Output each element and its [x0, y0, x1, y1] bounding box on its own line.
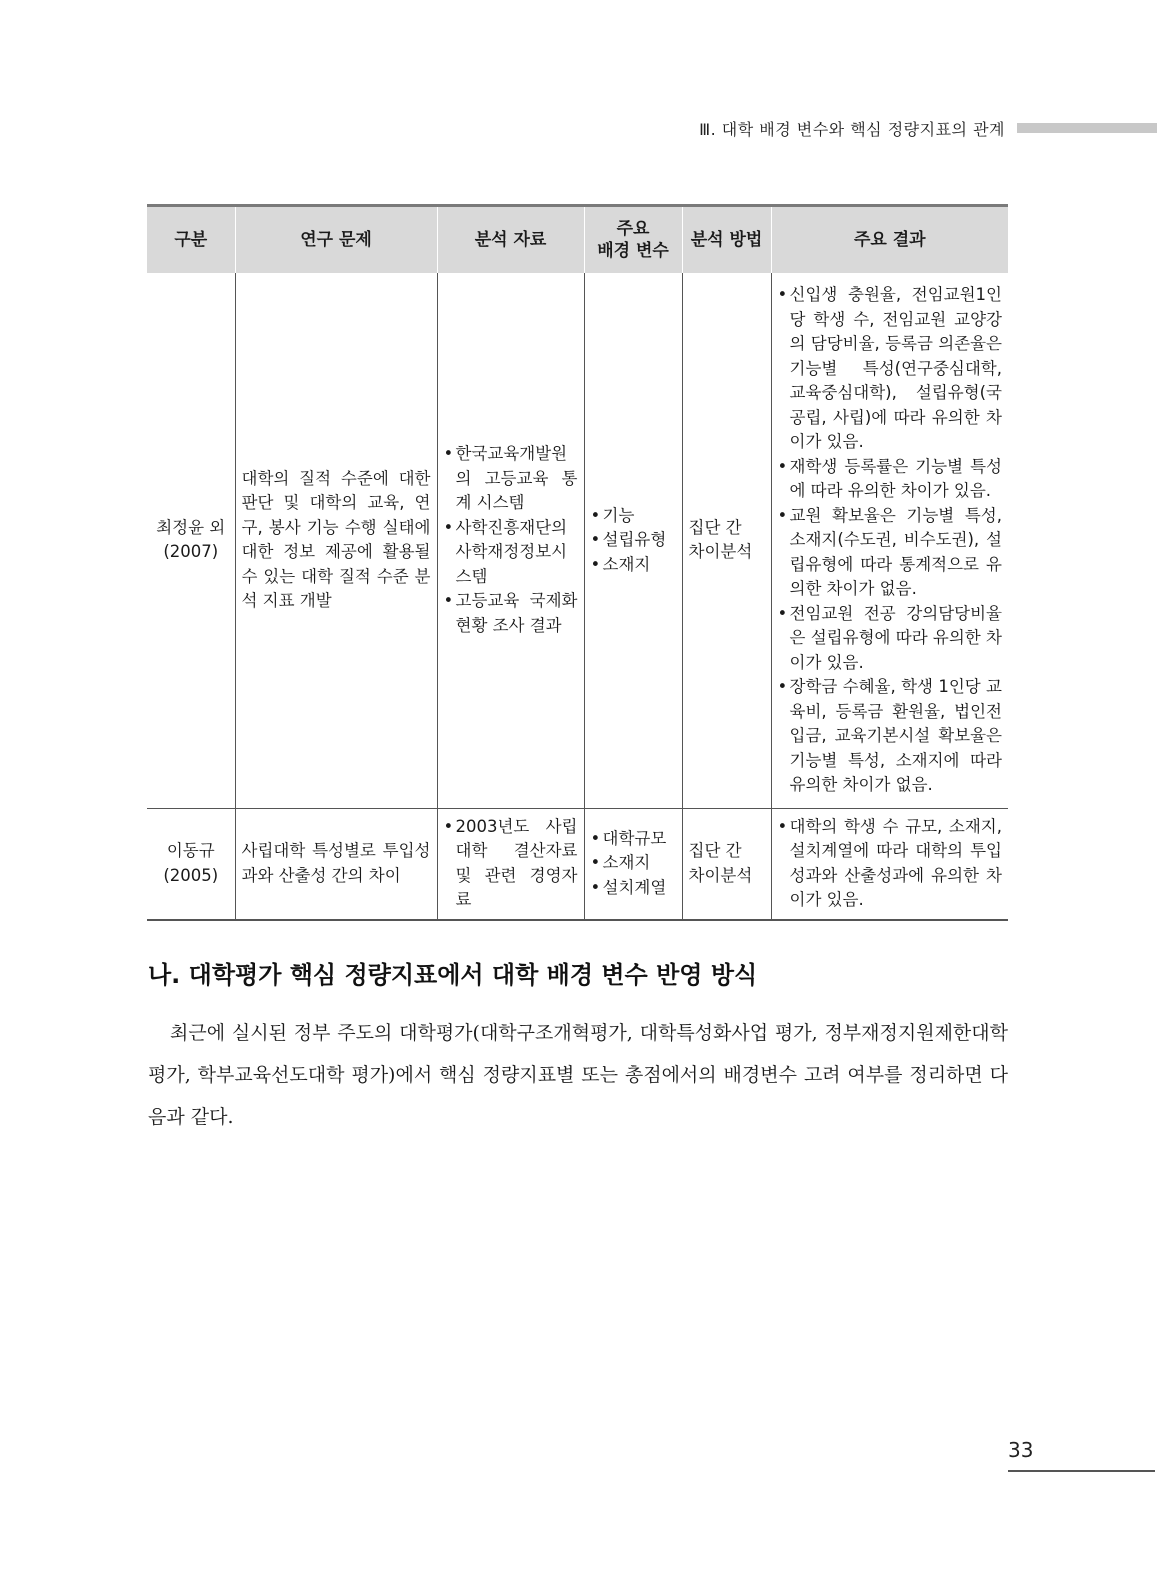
col-header-category: 구분	[147, 206, 235, 274]
list-item: • 신입생 충원율, 전임교원1인당 학생 수, 전임교원 교양강의 담당비율, 등록금 의존율은 기능별 특성(연구중심대학, 교육중심대학), 설립유형(국공립, 사립)에 따라 유의한 차이가 있음.	[778, 283, 1003, 455]
cell-study: 최정윤 외 (2007)	[147, 273, 235, 808]
list-item: • 기능	[591, 504, 676, 529]
col-header-data-source: 분석 자료	[437, 206, 584, 274]
list-item: • 설치계열	[591, 876, 676, 901]
cell-problem: 사립대학 특성별로 투입성과와 산출성 간의 차이	[235, 808, 437, 920]
table-header-row	[147, 206, 1008, 274]
body-paragraph: 최근에 실시된 정부 주도의 대학평가(대학구조개혁평가, 대학특성화사업 평가, 정부재정지원제한대학평가, 학부교육선도대학 평가)에서 핵심 정량지표별 또는 총점에서의 배경변수 고려 여부를 정리하면 다음과 같다.	[148, 1022, 1008, 1128]
page-number: 33	[1008, 1438, 1034, 1462]
col-header-research-problem: 연구 문제	[235, 206, 437, 274]
cell-results	[771, 808, 1008, 920]
running-header-bar	[1017, 123, 1157, 133]
cell-problem: 대학의 질적 수준에 대한 판단 및 대학의 교육, 연구, 봉사 기능 수행 실태에 대한 정보 제공에 활용될 수 있는 대학 질적 수준 분석 지표 개발	[235, 273, 437, 808]
cell-variables	[584, 273, 682, 808]
table-row	[147, 808, 1008, 920]
list-item: • 소재지	[591, 553, 676, 578]
variable-list	[591, 504, 676, 578]
cell-method: 집단 간 차이분석	[682, 808, 771, 920]
list-item: • 장학금 수혜율, 학생 1인당 교육비, 등록금 환원율, 법인전입금, 교육기본시설 확보율은 기능별 특성, 소재지에 따라 유의한 차이가 없음.	[778, 675, 1003, 798]
cell-study: 이동규 (2005)	[147, 808, 235, 920]
list-item: • 대학규모	[591, 827, 676, 852]
list-item: • 전임교원 전공 강의담당비율은 설립유형에 따라 유의한 차이가 있음.	[778, 602, 1003, 676]
col-header-key-results: 주요 결과	[771, 206, 1008, 274]
list-item: • 대학의 학생 수 규모, 소재지, 설치계열에 따라 대학의 투입성과와 산출성과에 유의한 차이가 있음.	[778, 815, 1003, 913]
list-item: • 고등교육 국제화 현황 조사 결과	[444, 589, 578, 638]
page-number-rule	[1008, 1470, 1155, 1472]
col-header-key-variables: 주요 배경 변수	[584, 206, 682, 274]
list-item: • 2003년도 사립대학 결산자료 및 관련 경영자료	[444, 815, 578, 913]
list-item: • 소재지	[591, 851, 676, 876]
section-title: 나. 대학평가 핵심 정량지표에서 대학 배경 변수 반영 방식	[148, 961, 758, 989]
data-source-list	[444, 815, 578, 913]
cell-method: 집단 간 차이분석	[682, 273, 771, 808]
variable-list	[591, 827, 676, 901]
result-list	[778, 815, 1003, 913]
list-item: • 사학진흥재단의 사학재정정보시스템	[444, 516, 578, 590]
running-header-title: Ⅲ. 대학 배경 변수와 핵심 정량지표의 관계	[699, 119, 1005, 139]
cell-results	[771, 273, 1008, 808]
list-item: • 재학생 등록률은 기능별 특성에 따라 유의한 차이가 있음.	[778, 455, 1003, 504]
literature-table	[147, 204, 1008, 921]
cell-data-sources	[437, 273, 584, 808]
list-item: • 설립유형	[591, 528, 676, 553]
cell-variables	[584, 808, 682, 920]
col-header-method: 분석 방법	[682, 206, 771, 274]
result-list	[778, 283, 1003, 798]
data-source-list	[444, 442, 578, 638]
list-item: • 교원 확보율은 기능별 특성, 소재지(수도권, 비수도권), 설립유형에 따라 통계적으로 유의한 차이가 없음.	[778, 504, 1003, 602]
list-item: • 한국교육개발원의 고등교육 통계 시스템	[444, 442, 578, 516]
cell-data-sources	[437, 808, 584, 920]
running-header	[500, 116, 1157, 140]
table-row	[147, 273, 1008, 808]
